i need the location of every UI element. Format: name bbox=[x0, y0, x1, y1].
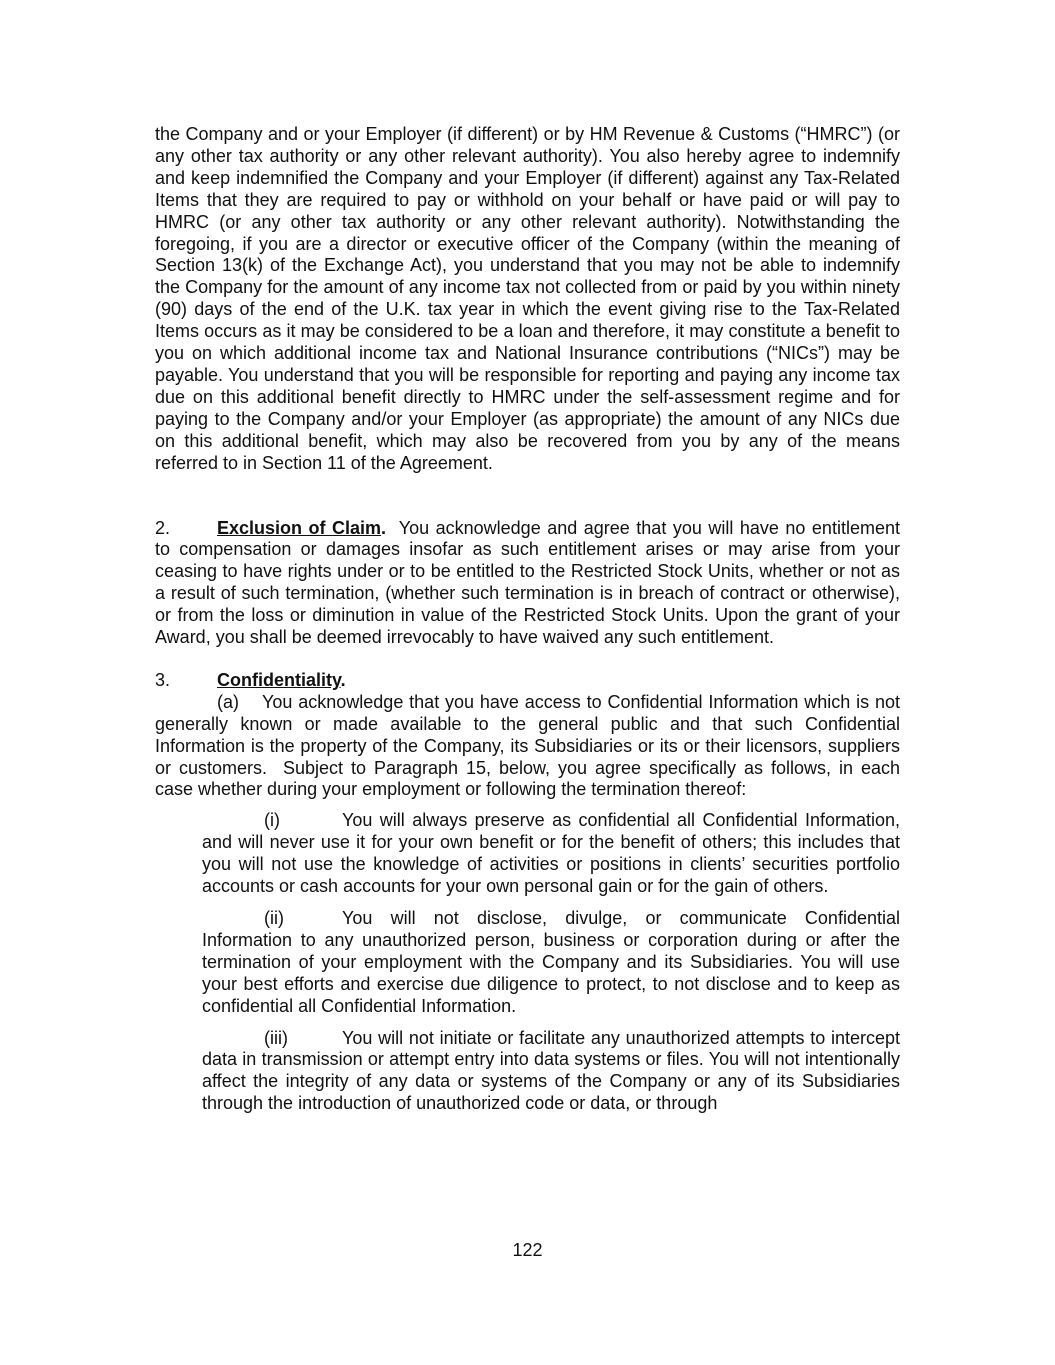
section-2-heading: Exclusion of Claim bbox=[217, 517, 382, 538]
page-number: 122 bbox=[512, 1240, 543, 1260]
document-page bbox=[155, 124, 906, 1125]
item-iii-text: You will not initiate or facilitate any unauthorized attempts to intercept data in transmission or attempt entry into data systems or files. You will not intentionally affect the integrity of any data or systems of the Company or any of its Subsidiaries through the introduction of unauthorized code or data, or through bbox=[202, 1027, 900, 1114]
section-3-item-i bbox=[202, 810, 900, 898]
item-iii-label: (iii) bbox=[264, 1027, 288, 1048]
item-i-text: You will always preserve as confidential all Confidential Information, and will never use it for your own benefit or for the benefit of others; this includes that you will not use the knowledge of activities or positions in clients’ securities portfolio accounts or cash accounts for your own personal gain or for the gain of others. bbox=[202, 810, 900, 897]
section-2-body: You acknowledge and agree that you will have no entitlement to compensation or damages insofar as such entitlement arises or may arise from your ceasing to have rights under or to be entitled to the Restricted Stock Units, whether or not as a result of such termination, (whether such termination is in breach of contract or otherwise), or from the loss or diminution in value of the Restricted Stock Units. Upon the grant of your Award, you shall be deemed irrevocably to have waived any such entitlement. bbox=[155, 517, 906, 648]
item-i-label: (i) bbox=[264, 810, 280, 831]
intro-paragraph: the Company and or your Employer (if different) or by HM Revenue & Customs (“HMRC”) (or any other tax authority or any other relevant authority). You also hereby agree to indemnify and keep indemnified the Company and your Employer (if different) against any Tax-Related Items that they are required to pay or withhold on your behalf or have paid or will pay to HMRC (or any other tax authority or any other relevant authority). Notwithstanding the foregoing, if you are a director or executive officer of the Company (within the meaning of Section 13(k) of the Exchange Act), you understand that you may not be able to indemnify the Company for the amount of any income tax not collected from or paid by you within ninety (90) days of the end of the U.K. tax year in which the event giving rise to the Tax-Related Items occurs as it may be considered to be a loan and therefore, it may constitute a benefit to you on which additional income tax and National Insurance contributions (“NICs”) may be payable. You understand that you will be responsible for reporting and paying any income tax due on this additional benefit directly to HMRC under the self-assessment regime and for paying to the Company and/or your Employer (as appropriate) the amount of any NICs due on this additional benefit, which may also be recovered from you by any of the means referred to in Section 11 of the Agreement. bbox=[155, 124, 900, 473]
item-ii-text: You will not disclose, divulge, or communicate Confidential Information to any unauthorized person, business or corporation during or after the termination of your employment with the Company and its Subsidiaries. You will use your best efforts and exercise due diligence to protect, to not disclose and to keep as confidential all Confidential Information. bbox=[202, 908, 900, 1016]
section-2 bbox=[155, 517, 906, 649]
section-3-item-iii bbox=[202, 1028, 900, 1116]
section-3-number: 3. bbox=[155, 669, 171, 690]
section-3-header bbox=[155, 670, 900, 692]
section-3-heading: Confidentiality bbox=[217, 669, 341, 690]
section-3-paragraph-a: (a) You acknowledge that you have access to Confidential Information which is not generally known or made available to the general public and that such Confidential Information is the property of the Company, its Subsidiaries or its or their licensors, suppliers or customers. Subject to Paragraph 15, below, you agree specifically as follows, in each case whether during your employment or following the termination thereof: bbox=[155, 691, 906, 800]
section-2-heading-punct: . bbox=[381, 517, 387, 538]
section-3-item-ii bbox=[202, 908, 900, 1018]
section-3-heading-punct: . bbox=[340, 669, 346, 690]
section-2-number: 2. bbox=[155, 517, 171, 538]
item-ii-label: (ii) bbox=[264, 908, 284, 928]
